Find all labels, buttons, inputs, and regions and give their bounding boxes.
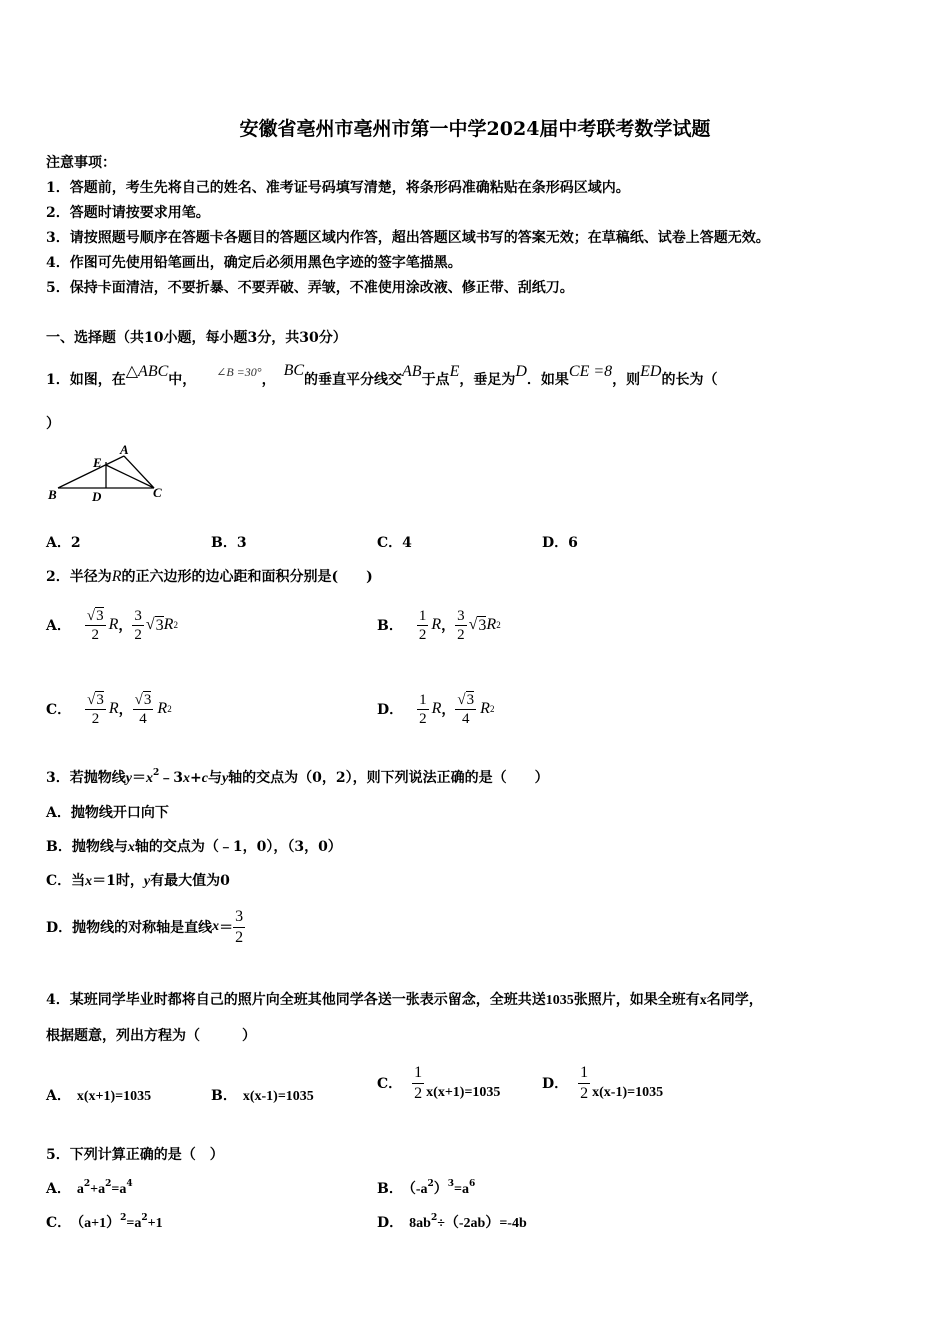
exponent: 2 — [105, 1179, 112, 1189]
q3-var: x — [127, 840, 135, 855]
q3-text: 与 — [207, 770, 222, 786]
option-label: C． — [46, 702, 72, 718]
numerator: 1 — [412, 1063, 424, 1084]
option-label: B． — [211, 535, 237, 551]
option-label: A． — [46, 1088, 71, 1104]
exponent: 2 — [430, 1213, 438, 1223]
page-title: 安徽省亳州市亳州市第一中学2024届中考联考数学试题 — [239, 118, 711, 140]
radius-symbol: R — [108, 700, 119, 717]
radius-symbol: R — [157, 700, 168, 717]
q3-option-b[interactable] — [46, 836, 342, 856]
q5-option-b[interactable] — [377, 1178, 475, 1198]
option-label: A． — [46, 618, 71, 634]
q1-text: ，垂足为 — [459, 372, 516, 388]
q3-text: ＝ — [219, 920, 234, 936]
q1-point-d: D — [515, 363, 527, 380]
q4-text: 名同学， — [706, 992, 763, 1008]
q3-var: y — [125, 771, 132, 786]
q3-text: ﹣3 — [159, 770, 183, 786]
option-label: B． — [377, 618, 403, 634]
option-value: 6 — [568, 535, 578, 551]
q5-option-d[interactable] — [377, 1212, 527, 1232]
radicand: 3 — [466, 691, 475, 708]
q3-var: x — [212, 919, 220, 934]
q1-segment-bc: BC — [283, 362, 305, 379]
exponent: 2 — [120, 1213, 127, 1223]
radius-symbol: R — [108, 616, 119, 633]
radicand: 3 — [155, 616, 164, 634]
q5-term: =a — [111, 1182, 127, 1197]
radius-symbol: R — [163, 616, 174, 633]
q3-exponent: 2 — [152, 768, 160, 778]
q5-term: =a — [126, 1216, 142, 1231]
label-c: C — [153, 485, 162, 500]
exponent: 4 — [126, 1179, 133, 1189]
q4-option-c[interactable] — [377, 1060, 500, 1106]
q1-text: ．如果 — [526, 372, 569, 388]
label-d: D — [92, 489, 102, 504]
q4-text: 4．某班同学毕业时都将自己的照片向全班其他同学各送一张表示留念，全班共送 — [46, 992, 546, 1008]
q3-option-c[interactable] — [46, 870, 230, 890]
q1-option-a[interactable] — [46, 532, 81, 552]
q5-term: 8ab — [409, 1216, 431, 1231]
denominator: 2 — [457, 626, 465, 643]
exponent: 3 — [447, 1179, 455, 1189]
question-3-stem — [46, 767, 549, 787]
q5-term: =a — [454, 1182, 470, 1197]
label-e: E — [93, 455, 102, 470]
label-a: A — [120, 442, 129, 457]
sqrt-sign: √ — [468, 616, 478, 633]
triangle-figure — [46, 440, 176, 505]
comma: ， — [118, 618, 133, 634]
fraction — [412, 1063, 424, 1104]
fraction — [578, 1063, 590, 1104]
q4-number: 1035 — [545, 993, 574, 1008]
sqrt-sign: √ — [145, 616, 155, 633]
comma: ， — [441, 702, 456, 718]
q1-ce-value: CE =8 — [568, 363, 613, 380]
option-value: 3 — [236, 535, 247, 551]
notice-item: 1．答题前，考生先将自己的姓名、准考证号码填写清楚，将条形码准确粘贴在条形码区域内。 — [46, 180, 630, 196]
q1-close-paren: ） — [46, 416, 60, 432]
fraction — [133, 691, 154, 728]
numerator: 3 — [134, 607, 142, 624]
q2-option-d[interactable]: D． $\frac{1}{2}$ R ， $\frac{√3}{4}$ R 2 — [377, 691, 495, 727]
q3-var: c — [201, 771, 208, 786]
option-value: 4 — [402, 535, 412, 551]
q2-text: 2．半径为 — [46, 569, 112, 585]
option-value: 2 — [70, 535, 81, 551]
question-1-stem — [46, 353, 717, 398]
numerator: 3 — [233, 907, 245, 928]
q1-angle-b: ∠B =30° — [216, 365, 262, 379]
question-5-stem: 5．下列计算正确的是（ ） — [46, 1147, 224, 1163]
radicand: 3 — [96, 691, 104, 708]
fraction — [132, 607, 144, 644]
fraction — [85, 607, 106, 644]
option-label: C． — [46, 1215, 72, 1231]
denominator: 2 — [580, 1084, 589, 1102]
fraction — [455, 607, 467, 644]
q3-text: 有最大值为0 — [150, 873, 230, 889]
q3-option-a[interactable]: A．抛物线开口向下 — [46, 805, 169, 821]
q5-option-a[interactable] — [46, 1178, 133, 1198]
denominator: 2 — [414, 1084, 423, 1102]
fraction — [233, 907, 245, 948]
q1-option-c[interactable] — [377, 532, 412, 552]
q5-term: +1 — [147, 1216, 163, 1231]
radius-symbol: R — [486, 616, 497, 633]
denominator: 4 — [462, 710, 470, 727]
q2-option-a[interactable]: A． $\frac{√3}{2}$ R ， $\frac{3}{2}$ √ 3 R 2 — [46, 607, 178, 643]
q4-option-d[interactable] — [542, 1060, 663, 1106]
option-label: B． — [211, 1088, 237, 1104]
comma: ， — [441, 618, 456, 634]
option-label: C． — [377, 535, 403, 551]
sqrt-sign: √ — [86, 607, 96, 624]
denominator: 2 — [134, 626, 142, 643]
q5-term: （a+1） — [77, 1216, 121, 1231]
q3-text: 轴的交点为（﹣1，0），（3，0） — [134, 839, 342, 855]
radicand: 3 — [143, 691, 152, 708]
label-b: B — [48, 487, 57, 502]
segment-ec — [106, 465, 154, 488]
sqrt-sign: √ — [134, 691, 143, 708]
fraction — [417, 691, 429, 728]
fraction — [85, 691, 106, 728]
segment-ba — [58, 456, 124, 488]
notice-heading: 注意事项： — [46, 155, 116, 171]
q3-var: x — [182, 771, 190, 786]
q1-text: 于点 — [421, 372, 450, 388]
denominator: 2 — [419, 710, 427, 727]
q3-option-d[interactable] — [46, 904, 245, 950]
radicand: 3 — [96, 607, 104, 624]
q1-text: 的长为（ — [661, 372, 718, 388]
exponent: 2 — [427, 1179, 434, 1189]
fraction — [455, 691, 476, 728]
q3-var: y — [143, 874, 151, 889]
denominator: 2 — [91, 710, 100, 727]
q5-term: ÷（-2ab）=-4b — [437, 1216, 527, 1231]
q3-text: ＝ — [131, 770, 146, 786]
q5-term: a — [76, 1182, 84, 1197]
option-label: C． — [377, 1076, 403, 1092]
q1-point-e: E — [449, 363, 460, 380]
notice-item: 5．保持卡面清洁，不要折暴、不要弄破、弄皱，不准使用涂改液、修正带、刮纸刀。 — [46, 280, 574, 296]
section-heading: 一、选择题（共10小题，每小题3分，共30分） — [46, 330, 347, 346]
q3-text: B．抛物线与 — [46, 839, 128, 855]
radius-symbol: R — [431, 700, 442, 717]
numerator: 1 — [419, 691, 427, 708]
q1-triangle-abc: △ABC — [125, 363, 169, 380]
q1-text: 中， — [168, 372, 197, 388]
q1-option-d[interactable] — [542, 532, 578, 552]
option-label: B． — [377, 1181, 403, 1197]
numerator: 1 — [418, 607, 427, 624]
q5-term: +a — [90, 1182, 106, 1197]
q3-text: 轴的交点为（0，2），则下列说法正确的是（ ） — [228, 770, 549, 786]
radicand: 3 — [478, 616, 487, 634]
option-value: x(x-1)=1035 — [242, 1089, 314, 1104]
q3-var: x — [85, 874, 93, 889]
exponent: 6 — [469, 1179, 476, 1189]
q3-text: + — [189, 770, 202, 786]
notice-item: 3．请按照题号顺序在答题卡各题目的答题区域内作答，超出答题区域书写的答案无效；在草稿纸、试卷上答题无效。 — [46, 230, 770, 246]
q4-text: 张照片，如果全班有 — [573, 992, 700, 1008]
radius-symbol: R — [431, 616, 442, 633]
q3-var: y — [221, 771, 229, 786]
option-value: x(x+1)=1035 — [76, 1089, 152, 1104]
q1-segment-ab: AB — [402, 363, 422, 380]
q5-term: （-a — [408, 1182, 428, 1197]
notice-item: 2．答题时请按要求用笔。 — [46, 205, 210, 221]
option-label: A． — [46, 1181, 71, 1197]
option-label: D． — [377, 702, 404, 718]
q4-option-b[interactable] — [211, 1085, 314, 1105]
q1-text: 的垂直平分线交 — [304, 372, 403, 388]
q3-text: C．当 — [46, 873, 86, 889]
option-label: A． — [46, 535, 71, 551]
q1-segment-ed: ED — [640, 363, 662, 380]
radius-symbol: R — [480, 700, 490, 717]
q1-text: 1．如图，在 — [46, 372, 126, 388]
numerator: 1 — [578, 1063, 590, 1084]
q4-var: x — [699, 993, 707, 1008]
option-value: x(x-1)=1035 — [592, 1085, 664, 1100]
denominator: 2 — [235, 928, 244, 946]
sqrt-sign: √ — [457, 691, 466, 708]
question-4-stem-line2: 根据题意，列出方程为（ ） — [46, 1028, 256, 1044]
denominator: 2 — [91, 626, 99, 643]
q3-var: x — [145, 771, 153, 786]
q2-option-c[interactable]: C． $\frac{√3}{2}$ R ， $\frac{√3}{4}$ R 2 — [46, 691, 172, 727]
option-value: x(x+1)=1035 — [426, 1085, 501, 1100]
q5-term: ） — [433, 1182, 448, 1197]
comma: ， — [118, 702, 133, 718]
q2-radius: R — [111, 568, 122, 585]
fraction — [417, 607, 429, 644]
option-label: D． — [542, 1076, 569, 1092]
denominator: 2 — [418, 626, 427, 643]
sqrt-sign: √ — [87, 691, 96, 708]
exponent: 2 — [141, 1213, 148, 1223]
question-4-stem — [46, 989, 763, 1009]
q1-option-b[interactable] — [211, 532, 247, 552]
q2-text: 的正六边形的边心距和面积分别是( ) — [121, 569, 373, 585]
q2-option-b[interactable]: B． $\frac{1}{2}$ R ， $\frac{3}{2}$ √ 3 R 2 — [377, 607, 501, 643]
option-label: D． — [542, 535, 569, 551]
denominator: 4 — [139, 710, 147, 727]
option-label: D． — [377, 1215, 404, 1231]
q3-text: D．抛物线的对称轴是直线 — [46, 920, 213, 936]
q5-option-c[interactable] — [46, 1212, 163, 1232]
notice-item: 4．作图可先使用铅笔画出，确定后必须用黑色字迹的签字笔描黑。 — [46, 255, 462, 271]
q3-text: 3．若抛物线 — [46, 770, 126, 786]
q4-option-a[interactable] — [46, 1085, 151, 1105]
exponent: 2 — [83, 1179, 91, 1189]
q1-text: ， — [261, 372, 276, 388]
q1-text: ，则 — [612, 372, 641, 388]
q3-text: ＝1时， — [92, 873, 144, 889]
question-2-stem — [46, 566, 373, 586]
numerator: 3 — [457, 607, 465, 624]
segment-ac — [124, 456, 154, 488]
